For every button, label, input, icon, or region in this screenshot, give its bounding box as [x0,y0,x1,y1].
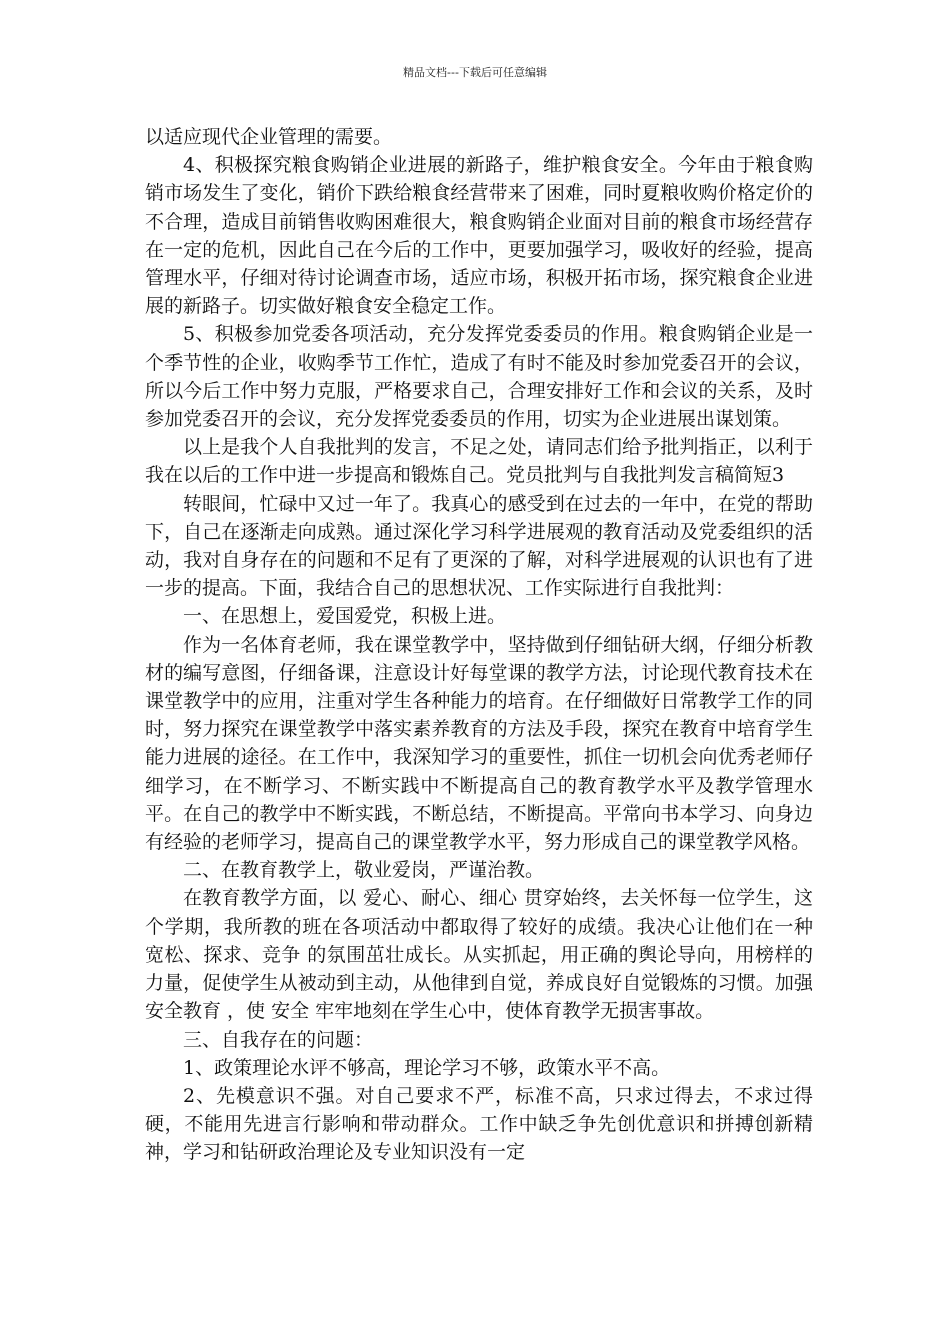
paragraph-teaching-work: 作为一名体育老师，我在课堂教学中，坚持做到仔细钻研大纲，仔细分析教材的编写意图，仔细备课，注意设计好每堂课的教学方法，讨论现代教育技术在课堂教学中的应用，注重对学生各种能力的培育。在仔细做好日常教学工作的同时，努力探究在课堂教学中落实素养教育的方法及手段，探究在教育中培育学生能力进展的途径。在工作中，我深知学习的重要性，抓住一切机会向优秀老师仔细学习，在不断学习、不断实践中不断提高自己的教育教学水平及教学管理水平。在自己的教学中不断实践，不断总结，不断提高。平常向书本学习、向身边有经验的老师学习，提高自己的课堂教学水平，努力形成自己的课堂教学风格。 [145,633,813,854]
heading-section-3: 三、自我存在的问题： [183,1028,374,1051]
document-body [145,123,813,1167]
list-item-problem-1: 1、政策理论水评不够高，理论学习不够，政策水平不高。 [183,1056,671,1079]
paragraph-education-teaching: 在教育教学方面，以 爱心、耐心、细心 贯穿始终，去关怀每一位学生，这个学期，我所教的班在各项活动中都取得了较好的成绩。我决心让他们在一种 宽松、探求、竞争 的氛围茁壮成长。从实抓起，用正确的舆论导向，用榜样的力量，促使学生从被动到主动，从他律到自觉，养成良好自觉锻炼的习惯。加强 安全教育 ，使 安全 牢牢地刻在学生心中，使体育教学无损害事故。 [145,887,813,1023]
heading-section-2: 二、在教育教学上，敬业爱岗，严谨治教。 [183,859,545,882]
paragraph-item-5-party-committee: 5、积极参加党委各项活动，充分发挥党委委员的作用。粮食购销企业是一个季节性的企业，收购季节工作忙，造成了有时不能及时参加党委召开的会议，所以今后工作中努力克服，严格要求自己，合理安排好工作和会议的关系，及时参加党委召开的会议，充分发挥党委委员的作用，切实为企业进展出谋划策。 [145,323,813,431]
heading-section-1: 一、在思想上，爱国爱党，积极上进。 [183,605,507,628]
list-item-problem-2: 2、先模意识不强。对自己要求不严，标准不高，只求过得去，不求过得硬，不能用先进言行影响和带动群众。工作中缺乏争先创优意识和拼搏创新精神，学习和钻研政治理论及专业知识没有一定 [145,1084,813,1164]
paragraph-intro: 转眼间，忙碌中又过一年了。我真心的感受到在过去的一年中，在党的帮助下，自己在逐渐走向成熟。通过深化学习科学进展观的教育活动及党委组织的活动，我对自身存在的问题和不足有了更深的了解，对科学进展观的认识也有了进一步的提高。下面，我结合自己的思想状况、工作实际进行自我批判： [145,492,813,600]
paragraph-item-4-grain-safety: 4、积极探究粮食购销企业进展的新路子，维护粮食安全。今年由于粮食购销市场发生了变化，销价下跌给粮食经营带来了困难，同时夏粮收购价格定价的不合理，造成目前销售收购困难很大，粮食购销企业面对目前的粮食市场经营存在一定的危机，因此自己在今后的工作中，更要加强学习，吸收好的经验，提高管理水平，仔细对待讨论调查市场，适应市场，积极开拓市场，探究粮食企业进展的新路子。切实做好粮食安全稳定工作。 [145,154,813,318]
paragraph-closing-and-title: 以上是我个人自我批判的发言，不足之处，请同志们给予批判指正，以利于我在以后的工作中进一步提高和锻炼自己。党员批判与自我批判发言稿简短3 [145,436,813,487]
paragraph-continuation: 以适应现代企业管理的需要。 [145,126,393,148]
page-header: 精品文档---下载后可任意编辑 [403,66,547,79]
